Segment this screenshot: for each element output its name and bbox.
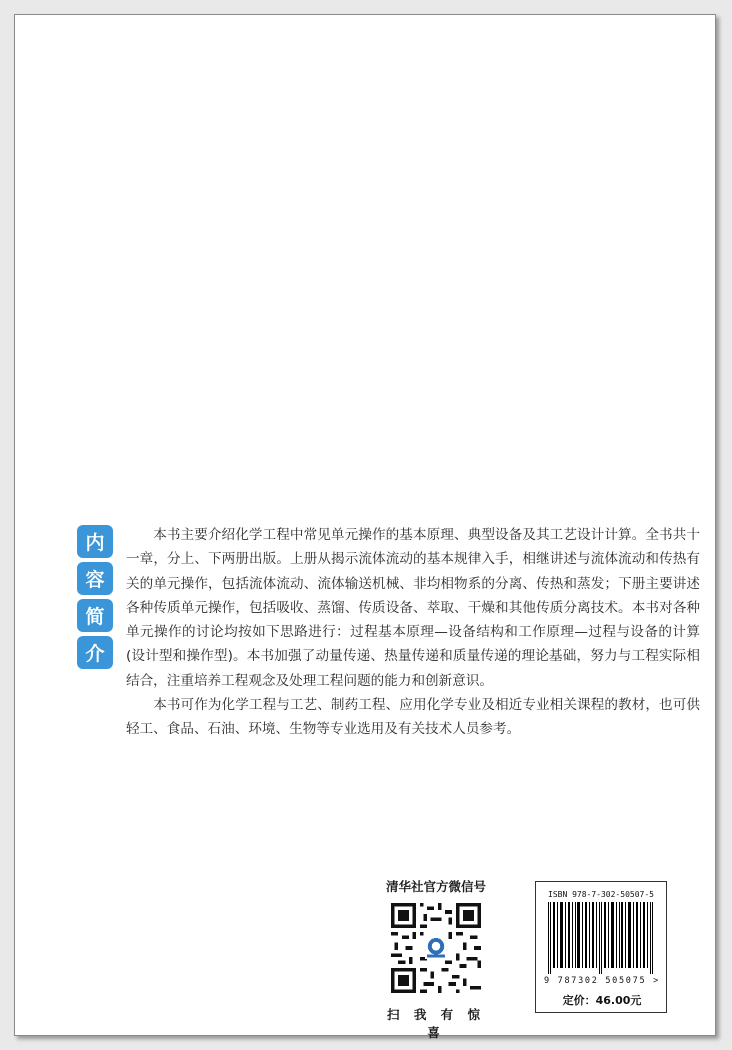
isbn-barcode-box bbox=[535, 881, 667, 1013]
intro-tab-3: 简 bbox=[77, 599, 113, 632]
intro-paragraph-1: 本书主要介绍化学工程中常见单元操作的基本原理、典型设备及其工艺设计计算。全书共十一章，分上、下两册出版。上册从揭示流体流动的基本规律入手，相继讲述与流体流动和传热有关的单元操作，包括流体流动、流体输送机械、非均相物系的分离、传热和蒸发；下册主要讲述各种传质单元操作，包括吸收、蒸馏、传质设备、萃取、干燥和其他传质分离技术。本书对各种单元操作的讨论均按如下思路进行：过程基本原理—设备结构和工作原理—过程与设备的计算(设计型和操作型)。本书加强了动量传递、热量传递和质量传递的理论基础，努力与工程实际相结合，注重培养工程观念及处理工程问题的能力和创新意识。 bbox=[126, 527, 700, 689]
intro-tab-1: 内 bbox=[77, 525, 113, 558]
price-label: 定价：46.00元 bbox=[562, 994, 642, 1007]
isbn-digits: 9 787302 505075 > bbox=[544, 976, 660, 986]
intro-tab-4: 介 bbox=[77, 636, 113, 669]
qr-code bbox=[391, 903, 481, 993]
qr-caption: 清华社官方微信号 bbox=[385, 879, 486, 894]
qr-footer: 扫 我 有 惊 喜 bbox=[386, 1007, 486, 1040]
wechat-qr-block bbox=[377, 877, 495, 1041]
isbn-label: ISBN 978-7-302-50507-5 bbox=[548, 890, 654, 899]
intro-heading-tabs bbox=[77, 525, 113, 673]
barcode bbox=[548, 902, 656, 974]
intro-paragraph-2: 本书可作为化学工程与工艺、制药工程、应用化学专业及相近专业相关课程的教材，也可供轻工、食品、石油、环境、生物等专业选用及有关技术人员参考。 bbox=[126, 697, 700, 738]
intro-tab-2: 容 bbox=[77, 562, 113, 595]
intro-text bbox=[126, 523, 700, 742]
book-back-cover bbox=[14, 14, 716, 1040]
